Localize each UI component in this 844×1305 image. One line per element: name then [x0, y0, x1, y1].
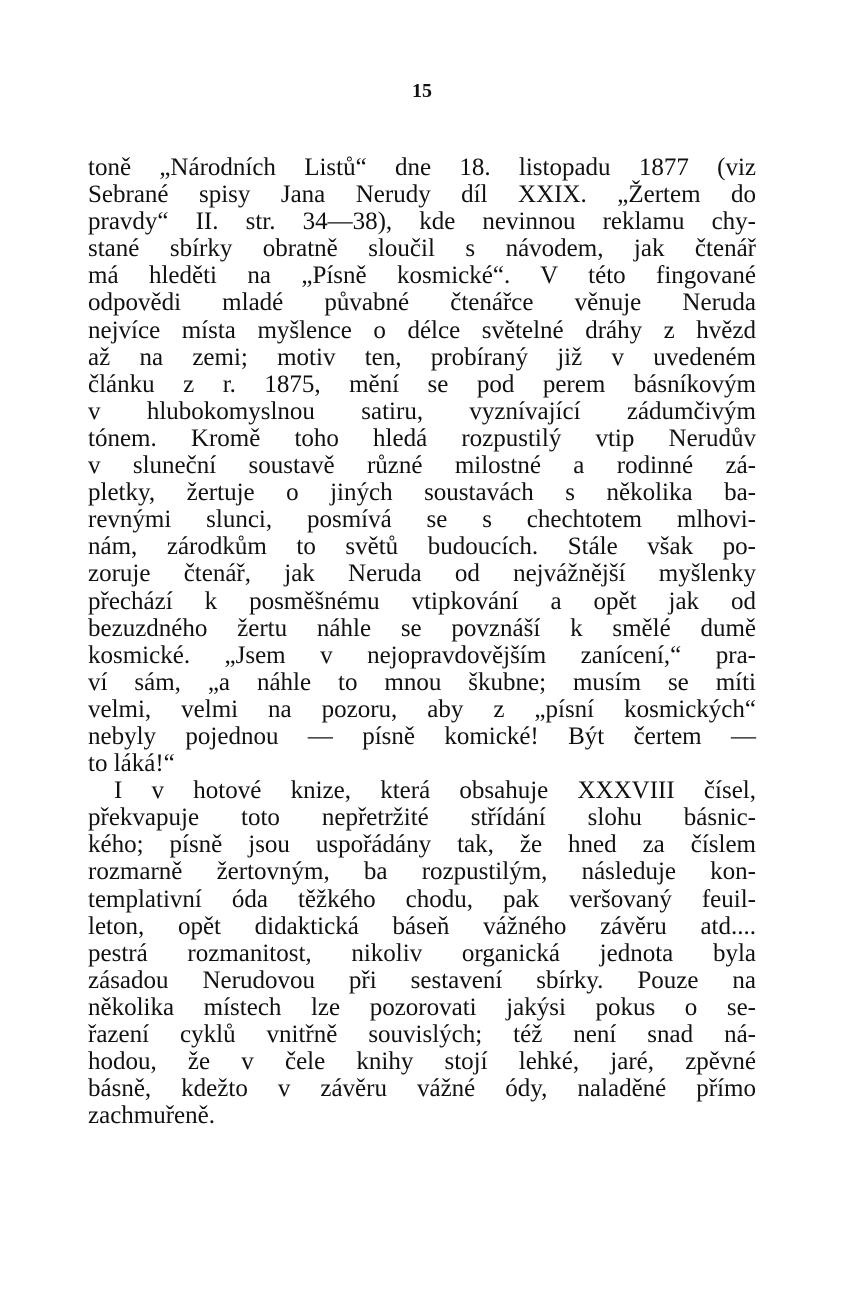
text-line: až na zemi; motiv ten, probíraný již v uvedeném	[88, 343, 756, 371]
text-line: řazení cyklů vnitřně souvislých; též není snad ná-	[88, 1021, 756, 1048]
text-line: překvapuje toto nepřetržité střídání slohu básnic-	[88, 804, 756, 832]
text-line-paragraph-start: I v hotové knize, která obsahuje XXXVIII čísel,	[114, 777, 756, 805]
text-line: rozmarně žertovným, ba rozpustilým, následuje kon-	[88, 858, 756, 886]
text-line: bezuzdného žertu náhle se povznáší k smělé dumě	[88, 614, 756, 642]
text-line: nebyly pojednou — písně komické! Být čertem —	[88, 722, 756, 750]
page-number: 15	[412, 80, 432, 102]
text-line: templativní óda těžkého chodu, pak veršovaný feuil-	[88, 885, 756, 913]
text-line: má hleděti na „Písně kosmické“. V této fingované	[88, 262, 756, 290]
text-line: kosmické. „Jsem v nejopravdovějším zanícení,“ pra-	[88, 641, 756, 669]
text-line: pestrá rozmanitost, nikoliv organická jednota byla	[88, 939, 756, 967]
text-line: kého; písně jsou uspořádány tak, že hned za číslem	[88, 831, 756, 859]
text-line: odpovědi mladé půvabné čtenářce věnuje Neruda	[88, 289, 756, 317]
text-line: básně, kdežto v závěru vážné ódy, naladěné přímo	[88, 1075, 756, 1103]
text-line: nejvíce místa myšlence o délce světelné dráhy z hvězd	[88, 316, 756, 344]
text-line: hodou, že v čele knihy stojí lehké, jaré, zpěvné	[88, 1048, 756, 1076]
text-line: leton, opět didaktická báseň vážného závěru atd....	[88, 912, 756, 940]
text-line: revnými slunci, posmívá se s chechtotem mlhovi-	[88, 506, 756, 534]
text-line: Sebrané spisy Jana Nerudy díl XXIX. „Žertem do	[88, 181, 756, 209]
text-line: ví sám, „a náhle to mnou škubne; musím se míti	[88, 668, 756, 696]
text-line-paragraph-end: to láká!“	[88, 750, 175, 778]
text-line-paragraph-end: zachmuřeně.	[88, 1102, 216, 1130]
text-line: tónem. Kromě toho hledá rozpustilý vtip Nerudův	[88, 424, 756, 452]
text-line: článku z r. 1875, mění se pod perem básníkovým	[88, 370, 756, 398]
text-line: zoruje čtenář, jak Neruda od nejvážnější myšlenky	[88, 560, 756, 588]
text-line: toně „Národních Listů“ dne 18. listopadu 1877 (viz	[88, 154, 756, 181]
text-line: nám, zárodkům to světů budoucích. Stále však po-	[88, 533, 756, 561]
text-line: pravdy“ II. str. 34—38), kde nevinnou reklamu chy-	[88, 208, 756, 236]
text-line: pletky, žertuje o jiných soustavách s několika ba-	[88, 479, 756, 507]
text-line: v hlubokomyslnou satiru, vyznívající zádumčivým	[88, 397, 756, 425]
text-line: zásadou Nerudovou při sestavení sbírky. Pouze na	[88, 966, 756, 994]
text-line: v sluneční soustavě různé milostné a rodinné zá-	[88, 452, 756, 480]
text-line: několika místech lze pozorovati jakýsi pokus o se-	[88, 993, 756, 1021]
text-line: přechází k posměšnému vtipkování a opět jak od	[88, 587, 756, 615]
text-line: velmi, velmi na pozoru, aby z „písní kosmických“	[88, 695, 756, 723]
body-text	[88, 154, 756, 1129]
text-line: stané sbírky obratně sloučil s návodem, jak čtenář	[88, 235, 756, 263]
